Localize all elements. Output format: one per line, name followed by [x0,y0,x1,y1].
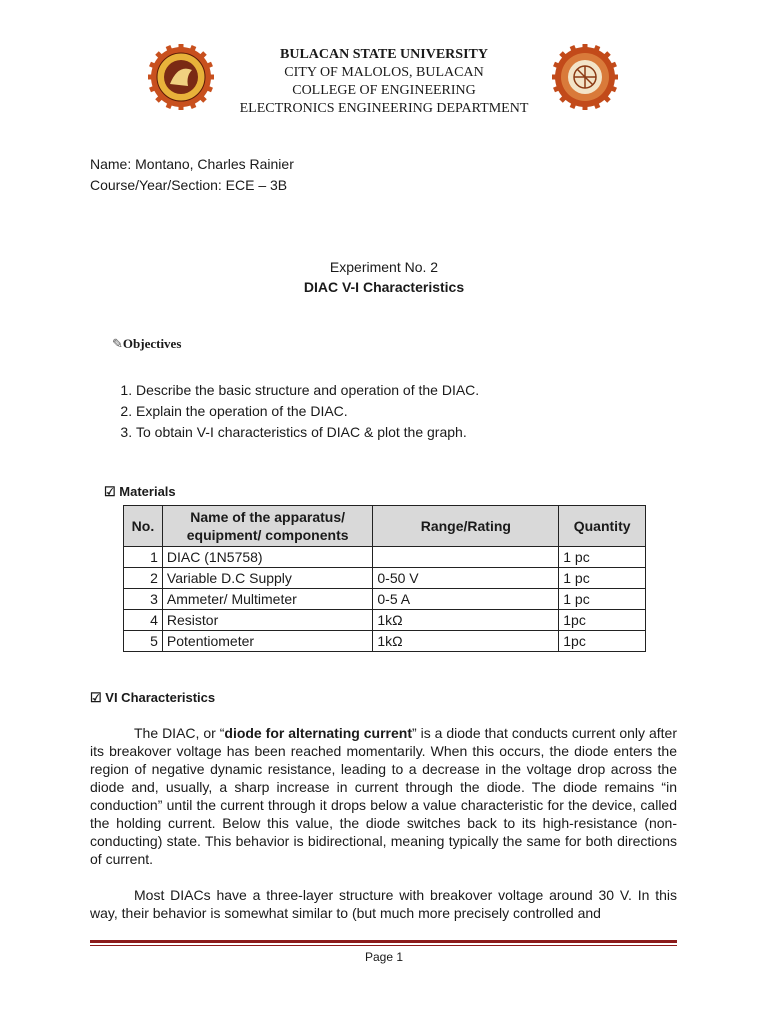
list-item: 1. Describe the basic structure and operation of the DIAC. [136,380,479,401]
cell-name: Ammeter/ Multimeter [162,589,373,610]
cell-range [373,547,559,568]
cell-name: DIAC (1N5758) [162,547,373,568]
cell-name: Variable D.C Supply [162,568,373,589]
column-header-range: Range/Rating [373,506,559,547]
list-item: 3. To obtain V-I characteristics of DIAC & plot the graph. [136,422,479,443]
cell-quantity: 1 pc [559,547,646,568]
table-row [124,631,646,652]
cell-range: 0-50 V [373,568,559,589]
vi-paragraph-2: Most DIACs have a three-layer structure with breakover voltage around 30 V. In this way, their behavior is somewhat similar to (but much more precisely controlled and [90,887,677,921]
city-line: CITY OF MALOLOS, BULACAN [284,65,484,80]
cell-quantity: 1pc [559,610,646,631]
column-header-name: Name of the apparatus/ equipment/ components [162,506,373,547]
vi-paragraph-1: The DIAC, or “diode for alternating current” is a diode that conducts current only after its breakover voltage has been reached momentarily. When this occurs, the diode enters the region of negative dynamic resistance, leading to a decrease in the voltage drop across the diode and, usually, a sharp increase in current through the diode. The diode remains “in conduction” until the current through it drops below a value characteristic for the device, called the holding current. Below this value, the diode switches back to its high-resistance (non-conducting) state. This behavior is bidirectional, meaning typically the same for both directions of current. [90,725,677,867]
table-row [124,589,646,610]
table-row [124,547,646,568]
objectives-heading: ✎Objectives [112,336,182,351]
cell-no: 5 [124,631,163,652]
footer-rule [90,940,677,943]
cell-no: 3 [124,589,163,610]
materials-table [123,505,646,652]
checkbox-icon: ☑ [90,690,102,705]
checkbox-icon: ☑ [104,484,116,499]
column-header-no: No. [124,506,163,547]
column-header-quantity: Quantity [559,506,646,547]
list-item: 2. Explain the operation of the DIAC. [136,401,479,422]
cell-range: 1kΩ [373,631,559,652]
vi-heading: ☑ VI Characteristics [90,690,216,705]
student-name: Name: Montano, Charles Rainier [90,156,294,172]
cell-name: Potentiometer [162,631,373,652]
cell-no: 1 [124,547,163,568]
bold-term: diode for alternating current [224,725,412,741]
footer-rule-thin [90,945,677,946]
department-line: ELECTRONICS ENGINEERING DEPARTMENT [239,101,529,116]
table-header-row [124,506,646,547]
pencil-icon: ✎ [112,336,123,351]
objectives-list [112,380,479,443]
cell-range: 0-5 A [373,589,559,610]
cell-quantity: 1 pc [559,568,646,589]
cell-quantity: 1pc [559,631,646,652]
cell-name: Resistor [162,610,373,631]
cell-no: 4 [124,610,163,631]
cell-no: 2 [124,568,163,589]
cell-quantity: 1 pc [559,589,646,610]
college-line: COLLEGE OF ENGINEERING [292,83,476,98]
table-row [124,568,646,589]
experiment-number: Experiment No. 2 [329,259,439,275]
table-row [124,610,646,631]
materials-heading: ☑ Materials [104,484,176,499]
experiment-title: DIAC V-I Characteristics [303,279,465,295]
university-name: BULACAN STATE UNIVERSITY [280,47,488,62]
cell-range: 1kΩ [373,610,559,631]
course-section: Course/Year/Section: ECE – 3B [90,177,288,193]
page-number: Page 1 [364,950,404,964]
